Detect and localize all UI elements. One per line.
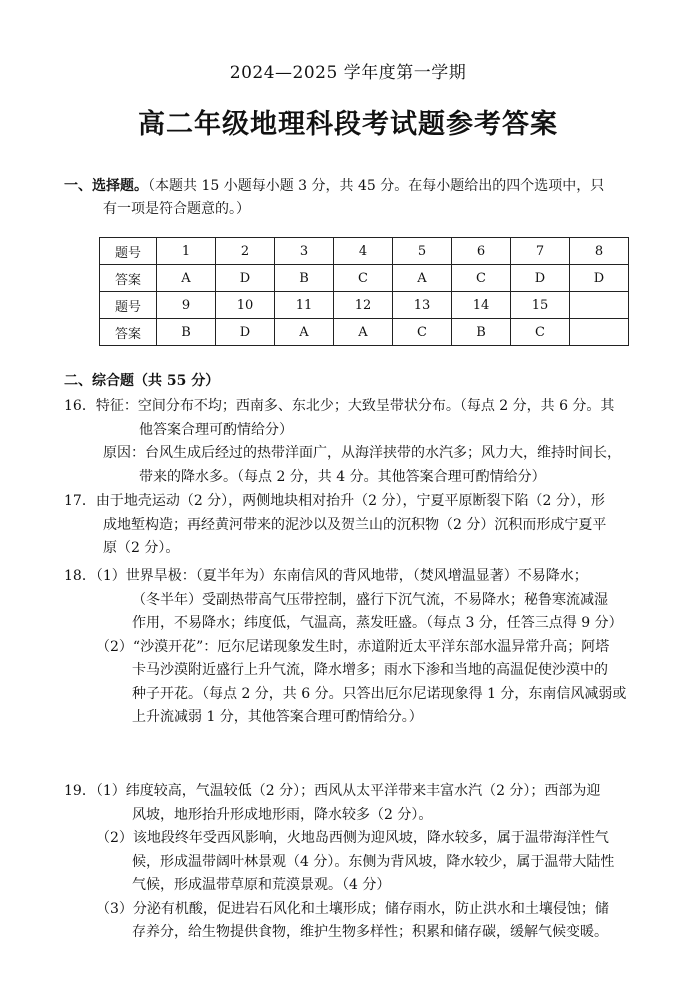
q17-line: 原（2 分）。	[103, 540, 180, 556]
q19-line: （3）分泌有机酸，促进岩石风化和土壤形成；储存雨水，防止洪水和土壤侵蚀；储	[96, 900, 609, 917]
row-label-answer: 答案	[100, 319, 157, 346]
table-cell	[570, 292, 629, 319]
table-row	[100, 292, 629, 319]
table-row	[100, 265, 629, 292]
term-heading: 2024—2025 学年度第一学期	[229, 63, 467, 83]
q18-line: 作用，不易降水；纬度低，气温高，蒸发旺盛。（每点 3 分，任答三点得 9 分）	[132, 615, 623, 631]
section1-heading: 一、选择题。	[64, 178, 148, 194]
table-cell: 15	[511, 292, 570, 319]
table-cell: C	[511, 319, 570, 346]
table-cell: B	[275, 265, 334, 292]
q19-line: （2）该地段终年受西风影响，火地岛西侧为迎风坡，降水较多，属于温带海洋性气	[96, 830, 609, 846]
table-cell: C	[334, 265, 393, 292]
table-cell: 11	[275, 292, 334, 319]
table-cell: 4	[334, 238, 393, 265]
q19-line: 19．（1）纬度较高，气温较低（2 分）；西风从太平洋带来丰富水汽（2 分）；西部为迎	[64, 783, 601, 799]
q18-line: 卡马沙漠附近盛行上升气流，降水增多；雨水下渗和当地的高温促使沙漠中的	[132, 662, 608, 678]
page-title: 高二年级地理科段考试题参考答案	[138, 109, 558, 140]
table-cell: A	[157, 265, 216, 292]
section1-intro-line2: 有一项是符合题意的。）	[103, 200, 250, 217]
table-cell	[570, 319, 629, 346]
table-row	[100, 238, 629, 265]
q16-line: 他答案合理可酌情给分）	[139, 421, 293, 438]
table-cell: A	[275, 319, 334, 346]
table-cell: 6	[452, 238, 511, 265]
question-16	[64, 395, 634, 489]
q19-line: 存养分，给生物提供食物，维护生物多样性；积累和储存碳，缓解气候变暖。	[132, 924, 608, 940]
table-row	[100, 319, 629, 346]
q16-line: 带来的降水多。（每点 2 分，共 4 分。其他答案合理可酌情给分）	[139, 468, 546, 485]
table-cell: D	[511, 265, 570, 292]
question-19	[64, 780, 634, 945]
table-cell: A	[334, 319, 393, 346]
q18-line: （冬半年）受副热带高气压带控制，盛行下沉气流，不易降水；秘鲁寒流减湿	[132, 591, 608, 608]
table-cell: 10	[216, 292, 275, 319]
table-cell: 13	[393, 292, 452, 319]
q19-line: 风坡，地形抬升形成地形雨，降水较多（2 分）。	[132, 806, 433, 823]
table-cell: 12	[334, 292, 393, 319]
question-18	[64, 565, 634, 730]
table-cell: 3	[275, 238, 334, 265]
table-cell: B	[452, 319, 511, 346]
table-cell: B	[157, 319, 216, 346]
row-label-number: 题号	[100, 238, 157, 265]
q19-line: 候，形成温带阔叶林景观（4 分）。东侧为背风坡，降水较少，属于温带大陆性	[132, 853, 615, 870]
q16-line: 原因：台风生成后经过的热带洋面广，从海洋挟带的水汽多；风力大，维持时间长，	[103, 445, 621, 461]
q18-line: 上升流减弱 1 分，其他答案合理可酌情给分。）	[132, 709, 423, 725]
table-cell: 7	[511, 238, 570, 265]
table-cell: 1	[157, 238, 216, 265]
q18-line: （2）“沙漠开花”：厄尔尼诺现象发生时，赤道附近太平洋东部水温异常升高；阿塔	[96, 638, 610, 655]
q18-line: 种子开花。（每点 2 分，共 6 分。只答出厄尔尼诺现象得 1 分，东南信风减弱或	[132, 685, 627, 702]
row-label-number: 题号	[100, 292, 157, 319]
table-cell: D	[216, 265, 275, 292]
table-cell: C	[393, 319, 452, 346]
section1-intro-line1: （本题共 15 小题每小题 3 分，共 45 分。在每小题给出的四个选项中，只	[148, 178, 605, 194]
table-cell: 2	[216, 238, 275, 265]
q17-line: 成地堑构造；再经黄河带来的泥沙以及贺兰山的沉积物（2 分）沉积而形成宁夏平	[103, 516, 607, 533]
table-cell: 9	[157, 292, 216, 319]
table-cell: D	[570, 265, 629, 292]
table-cell: C	[452, 265, 511, 292]
q19-line: 气候，形成温带草原和荒漠景观。（4 分）	[132, 877, 391, 893]
table-cell: D	[216, 319, 275, 346]
table-cell: 5	[393, 238, 452, 265]
q17-line: 17．由于地壳运动（2 分），两侧地块相对抬升（2 分），宁夏平原断裂下陷（2 分），形	[64, 493, 605, 509]
section2-heading: 二、综合题（共 55 分）	[64, 373, 220, 389]
q18-line: 18．（1）世界旱极：（夏半年为）东南信风的背风地带，（焚风增温显著）不易降水；	[64, 568, 588, 584]
table-cell: A	[393, 265, 452, 292]
table-cell: 14	[452, 292, 511, 319]
answer-table	[99, 237, 629, 346]
q16-line: 16．特征：空间分布不均；西南多、东北少；大致呈带状分布。（每点 2 分，共 6 分。其	[64, 398, 615, 414]
row-label-answer: 答案	[100, 265, 157, 292]
question-17	[64, 490, 634, 561]
table-cell: 8	[570, 238, 629, 265]
section1-intro	[64, 175, 634, 220]
